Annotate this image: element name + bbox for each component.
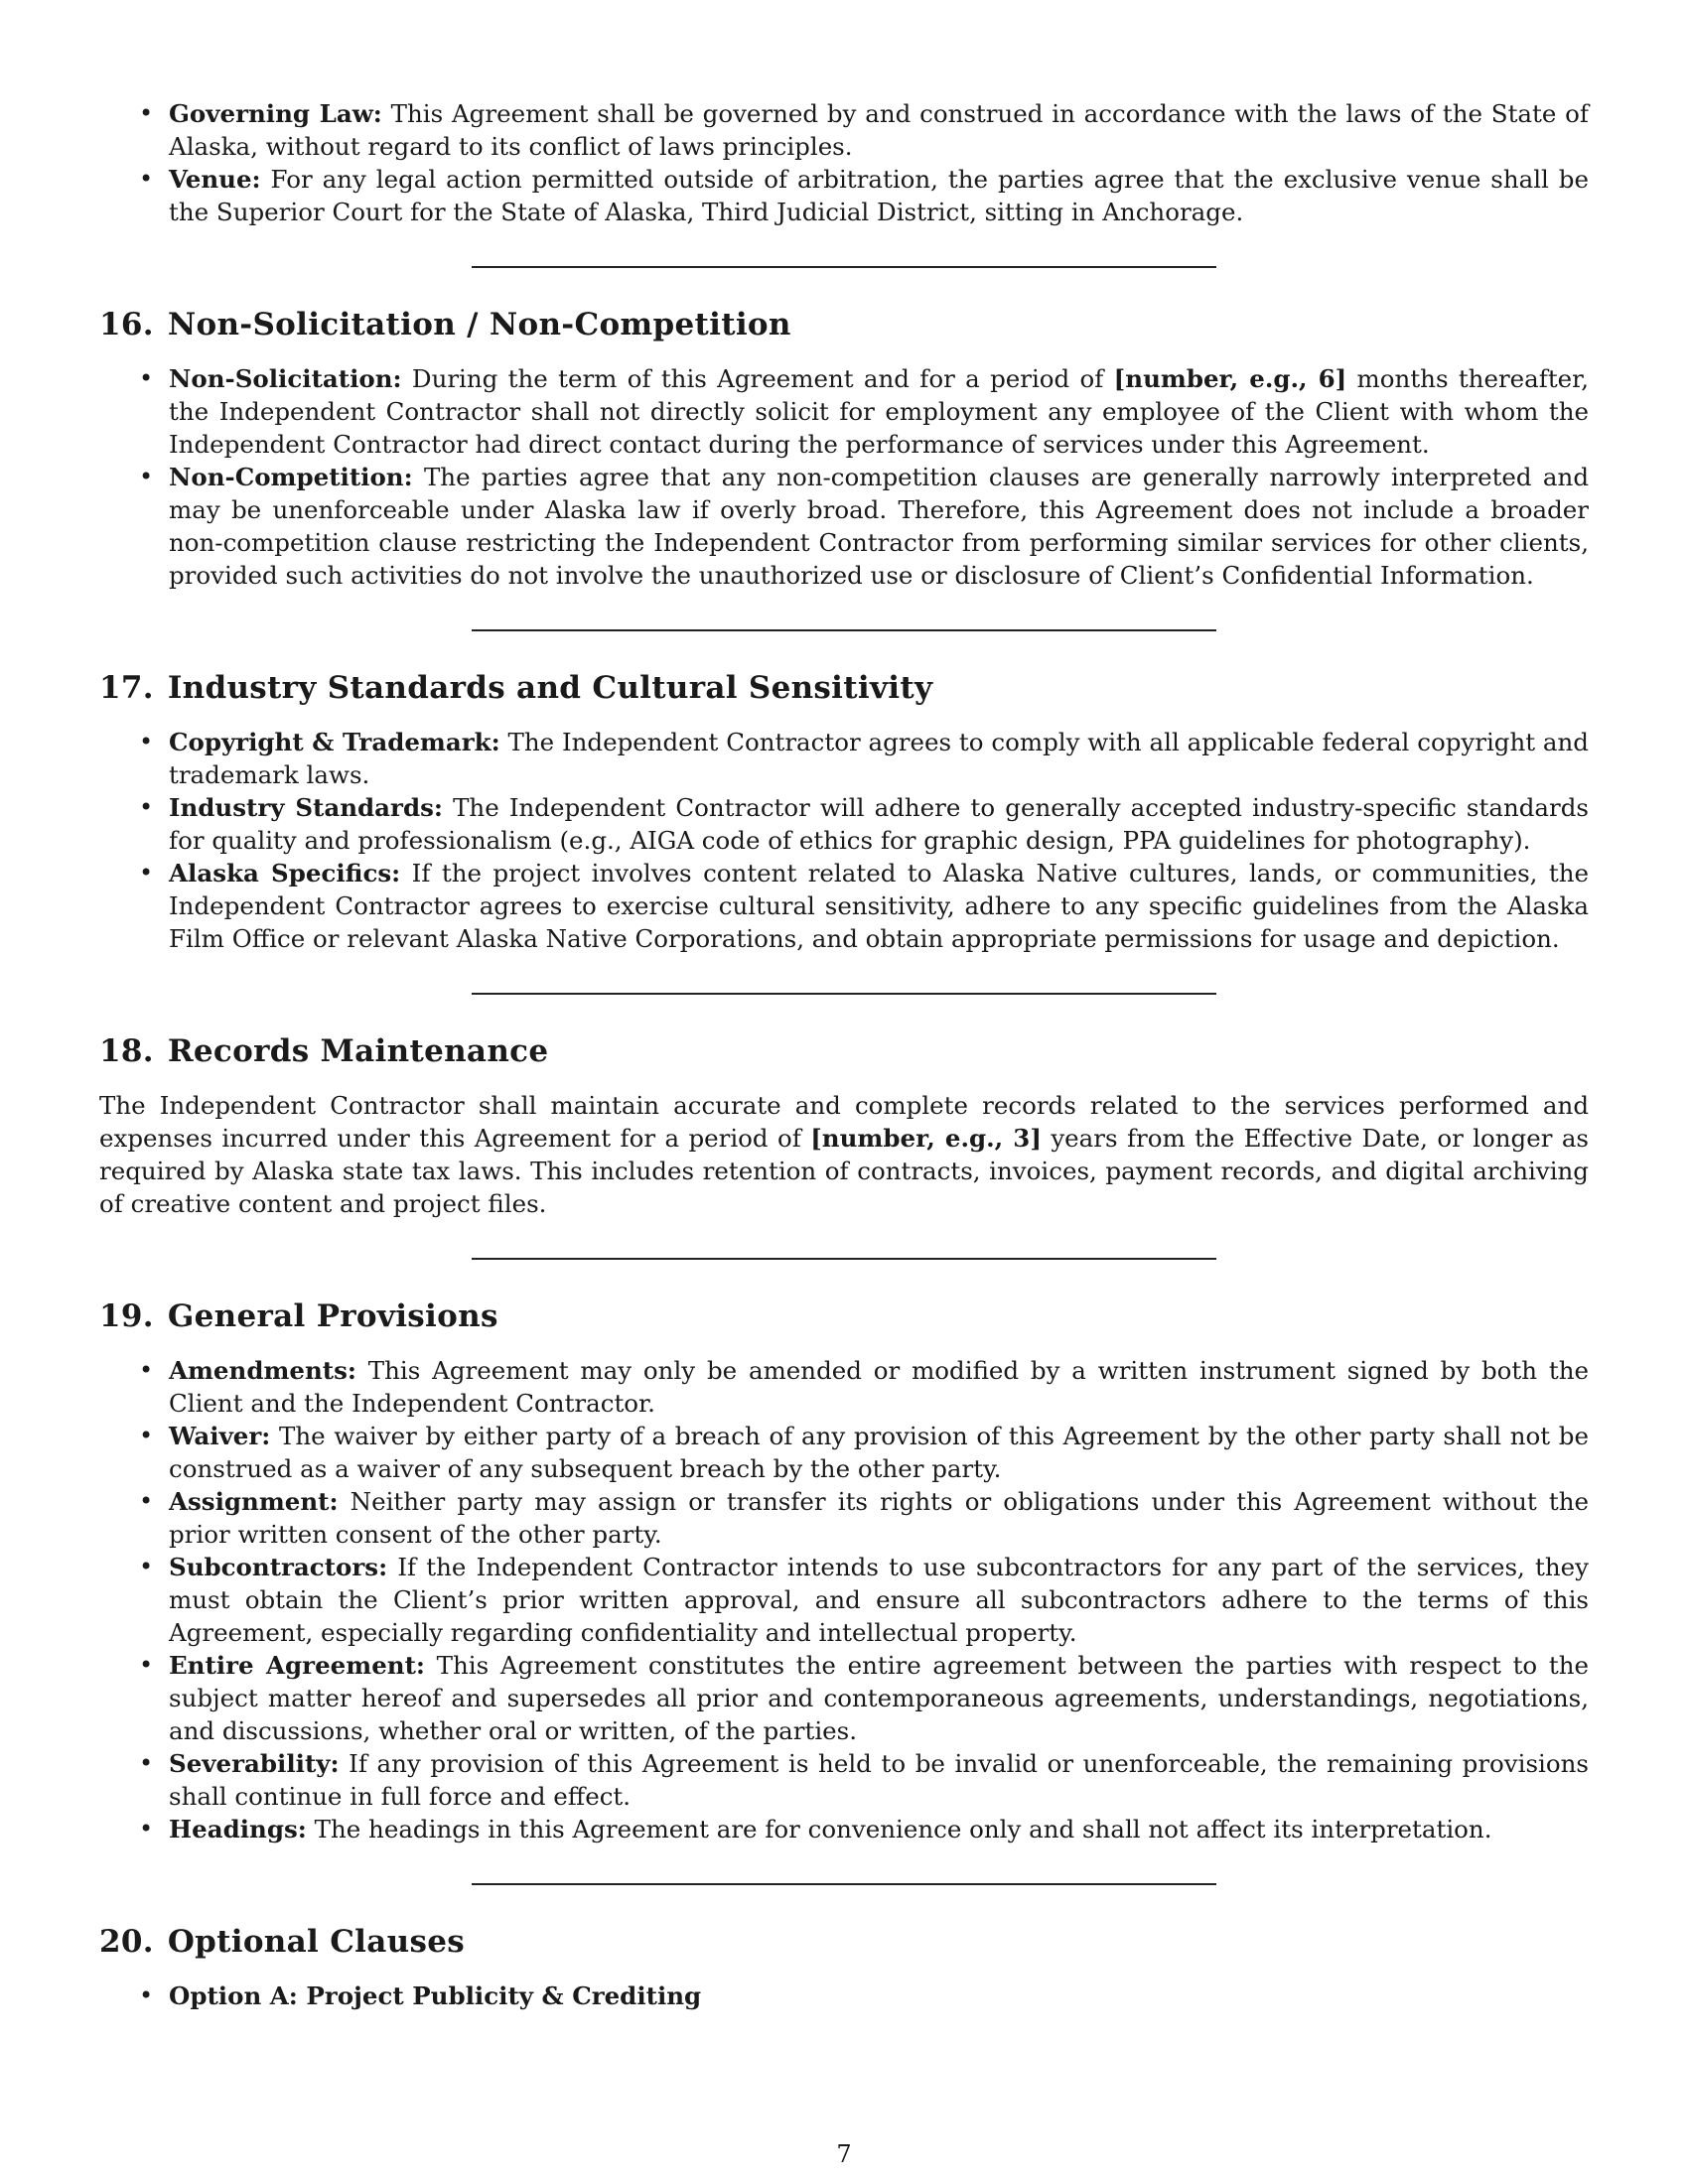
bullet-lead: Venue: <box>169 165 261 194</box>
list-item <box>99 163 1589 228</box>
section-divider <box>472 1883 1216 1885</box>
list-item <box>99 791 1589 857</box>
list-item <box>99 1354 1589 1420</box>
bullet-text: This Agreement shall be governed by and construed in accordance with the laws of the State of Alaska, without regard to its conflict of laws principles. <box>169 99 1589 161</box>
list-item <box>99 1551 1589 1649</box>
list-item <box>99 1979 1589 2012</box>
bullet-text: The waiver by either party of a breach of any provision of this Agreement by the other party shall not be construed as a waiver of any subsequent breach by the other party. <box>169 1422 1589 1483</box>
bullet-text: The Independent Contractor will adhere to generally accepted industry-specific standards for quality and professionalism (e.g., AIGA code of ethics for graphic design, PPA guidelines for photography). <box>169 793 1589 855</box>
bullet-lead: Governing Law: <box>169 99 382 128</box>
section-heading-18: 18. Records Maintenance <box>99 1033 549 1069</box>
bullet-lead: Assignment: <box>169 1487 339 1516</box>
section-divider <box>472 1258 1216 1260</box>
bullet-lead: Entire Agreement: <box>169 1651 425 1680</box>
bullet-lead: Severability: <box>169 1749 340 1778</box>
section-19-list <box>99 1354 1589 1845</box>
section-divider <box>472 993 1216 995</box>
bullet-text: This Agreement may only be amended or modified by a written instrument signed by both the Client and the Independent Contractor. <box>169 1356 1589 1418</box>
list-item <box>99 1485 1589 1551</box>
list-item: • Non-Solicitation: During the term of this Agreement and for a period of [number, e.g., 6] months thereafter, the Independent Contractor shall not directly solicit for employment any employee of the Client with whom the Independent Contractor had direct contact during the performance of services under this Agreement. <box>99 362 1589 461</box>
records-paragraph: The Independent Contractor shall maintain accurate and complete records related to the services performed and expenses incurred under this Agreement for a period of [number, e.g., 3] years from the Effective Date, or longer as required by Alaska state tax laws. This includes retention of contracts, invoices, payment records, and digital archiving of creative content and project files. <box>99 1091 1590 1218</box>
section-divider <box>472 266 1216 268</box>
section-heading-16: 16. Non-Solicitation / Non-Competition <box>99 307 791 342</box>
bullet-text: The headings in this Agreement are for convenience only and shall not affect its interpretation. <box>306 1815 1492 1843</box>
section-divider <box>472 629 1216 631</box>
list-item <box>99 857 1589 955</box>
section-17-list <box>99 726 1589 955</box>
list-item <box>99 1813 1589 1845</box>
section-heading-19: 19. General Provisions <box>99 1298 498 1334</box>
bullet-lead: Subcontractors: <box>169 1553 388 1581</box>
section-16-list <box>99 362 1589 592</box>
list-item <box>99 726 1589 791</box>
bullet-text: The parties agree that any non-competition clauses are generally narrowly interpreted and may be unenforceable under Alaska law if overly broad. Therefore, this Agreement does not include a broader non-competition clause restricting the Independent Contractor from performing similar services for other clients, provided such activities do not involve the unauthorized use or disclosure of Client’s Confidential Information. <box>169 463 1589 590</box>
bullet-text: If the project involves content related to Alaska Native cultures, lands, or communities, the Independent Contractor agrees to exercise cultural sensitivity, adhere to any specific guidelines from the Alaska Film Office or relevant Alaska Native Corporations, and obtain appropriate permissions for usage and depiction. <box>169 859 1590 953</box>
bullet-lead: Industry Standards: <box>169 793 443 822</box>
list-item <box>99 97 1589 163</box>
bullet-text: For any legal action permitted outside of arbitration, the parties agree that the exclusive venue shall be the Superior Court for the State of Alaska, Third Judicial District, sitting in Anchorage. <box>169 165 1589 226</box>
bullet-text: Neither party may assign or transfer its rights or obligations under this Agreement without the prior written consent of the other party. <box>169 1487 1589 1549</box>
list-item <box>99 1649 1589 1747</box>
bullet-text: This Agreement constitutes the entire agreement between the parties with respect to the subject matter hereof and supersedes all prior and contemporaneous agreements, understandings, negotiations, and discussions, whether oral or written, of the parties. <box>169 1651 1589 1745</box>
placeholder-field: [number, e.g., 6] <box>1113 364 1347 393</box>
governing-law-venue-list <box>99 97 1589 228</box>
bullet-text: The Independent Contractor agrees to comply with all applicable federal copyright and trademark laws. <box>169 728 1589 789</box>
bullet-lead: Non-Competition: <box>169 463 413 491</box>
list-item <box>99 1420 1589 1485</box>
bullet-text: If any provision of this Agreement is held to be invalid or unenforceable, the remaining provisions shall continue in full force and effect. <box>169 1749 1589 1811</box>
list-item <box>99 461 1589 592</box>
bullet-lead: Non-Solicitation: <box>169 364 402 393</box>
section-heading-17: 17. Industry Standards and Cultural Sensitivity <box>99 670 933 706</box>
list-item <box>99 1747 1589 1813</box>
bullet-lead: Option A: Project Publicity & Crediting <box>169 1981 702 2010</box>
placeholder-field: [number, e.g., 3] <box>810 1124 1042 1153</box>
bullet-lead: Amendments: <box>169 1356 356 1385</box>
page-number: 7 <box>836 2140 852 2168</box>
document-page <box>99 97 1589 2012</box>
bullet-lead: Headings: <box>169 1815 307 1843</box>
bullet-lead: Alaska Specifics: <box>169 859 401 887</box>
bullet-lead: Copyright & Trademark: <box>169 728 500 756</box>
section-heading-20: 20. Optional Clauses <box>99 1924 465 1960</box>
bullet-text: If the Independent Contractor intends to use subcontractors for any part of the services, they must obtain the Client’s prior written approval, and ensure all subcontractors adhere to the terms of this Agreement, especially regarding confidentiality and intellectual property. <box>169 1553 1589 1647</box>
bullet-lead: Waiver: <box>169 1422 271 1450</box>
section-20-list <box>99 1979 1589 2012</box>
